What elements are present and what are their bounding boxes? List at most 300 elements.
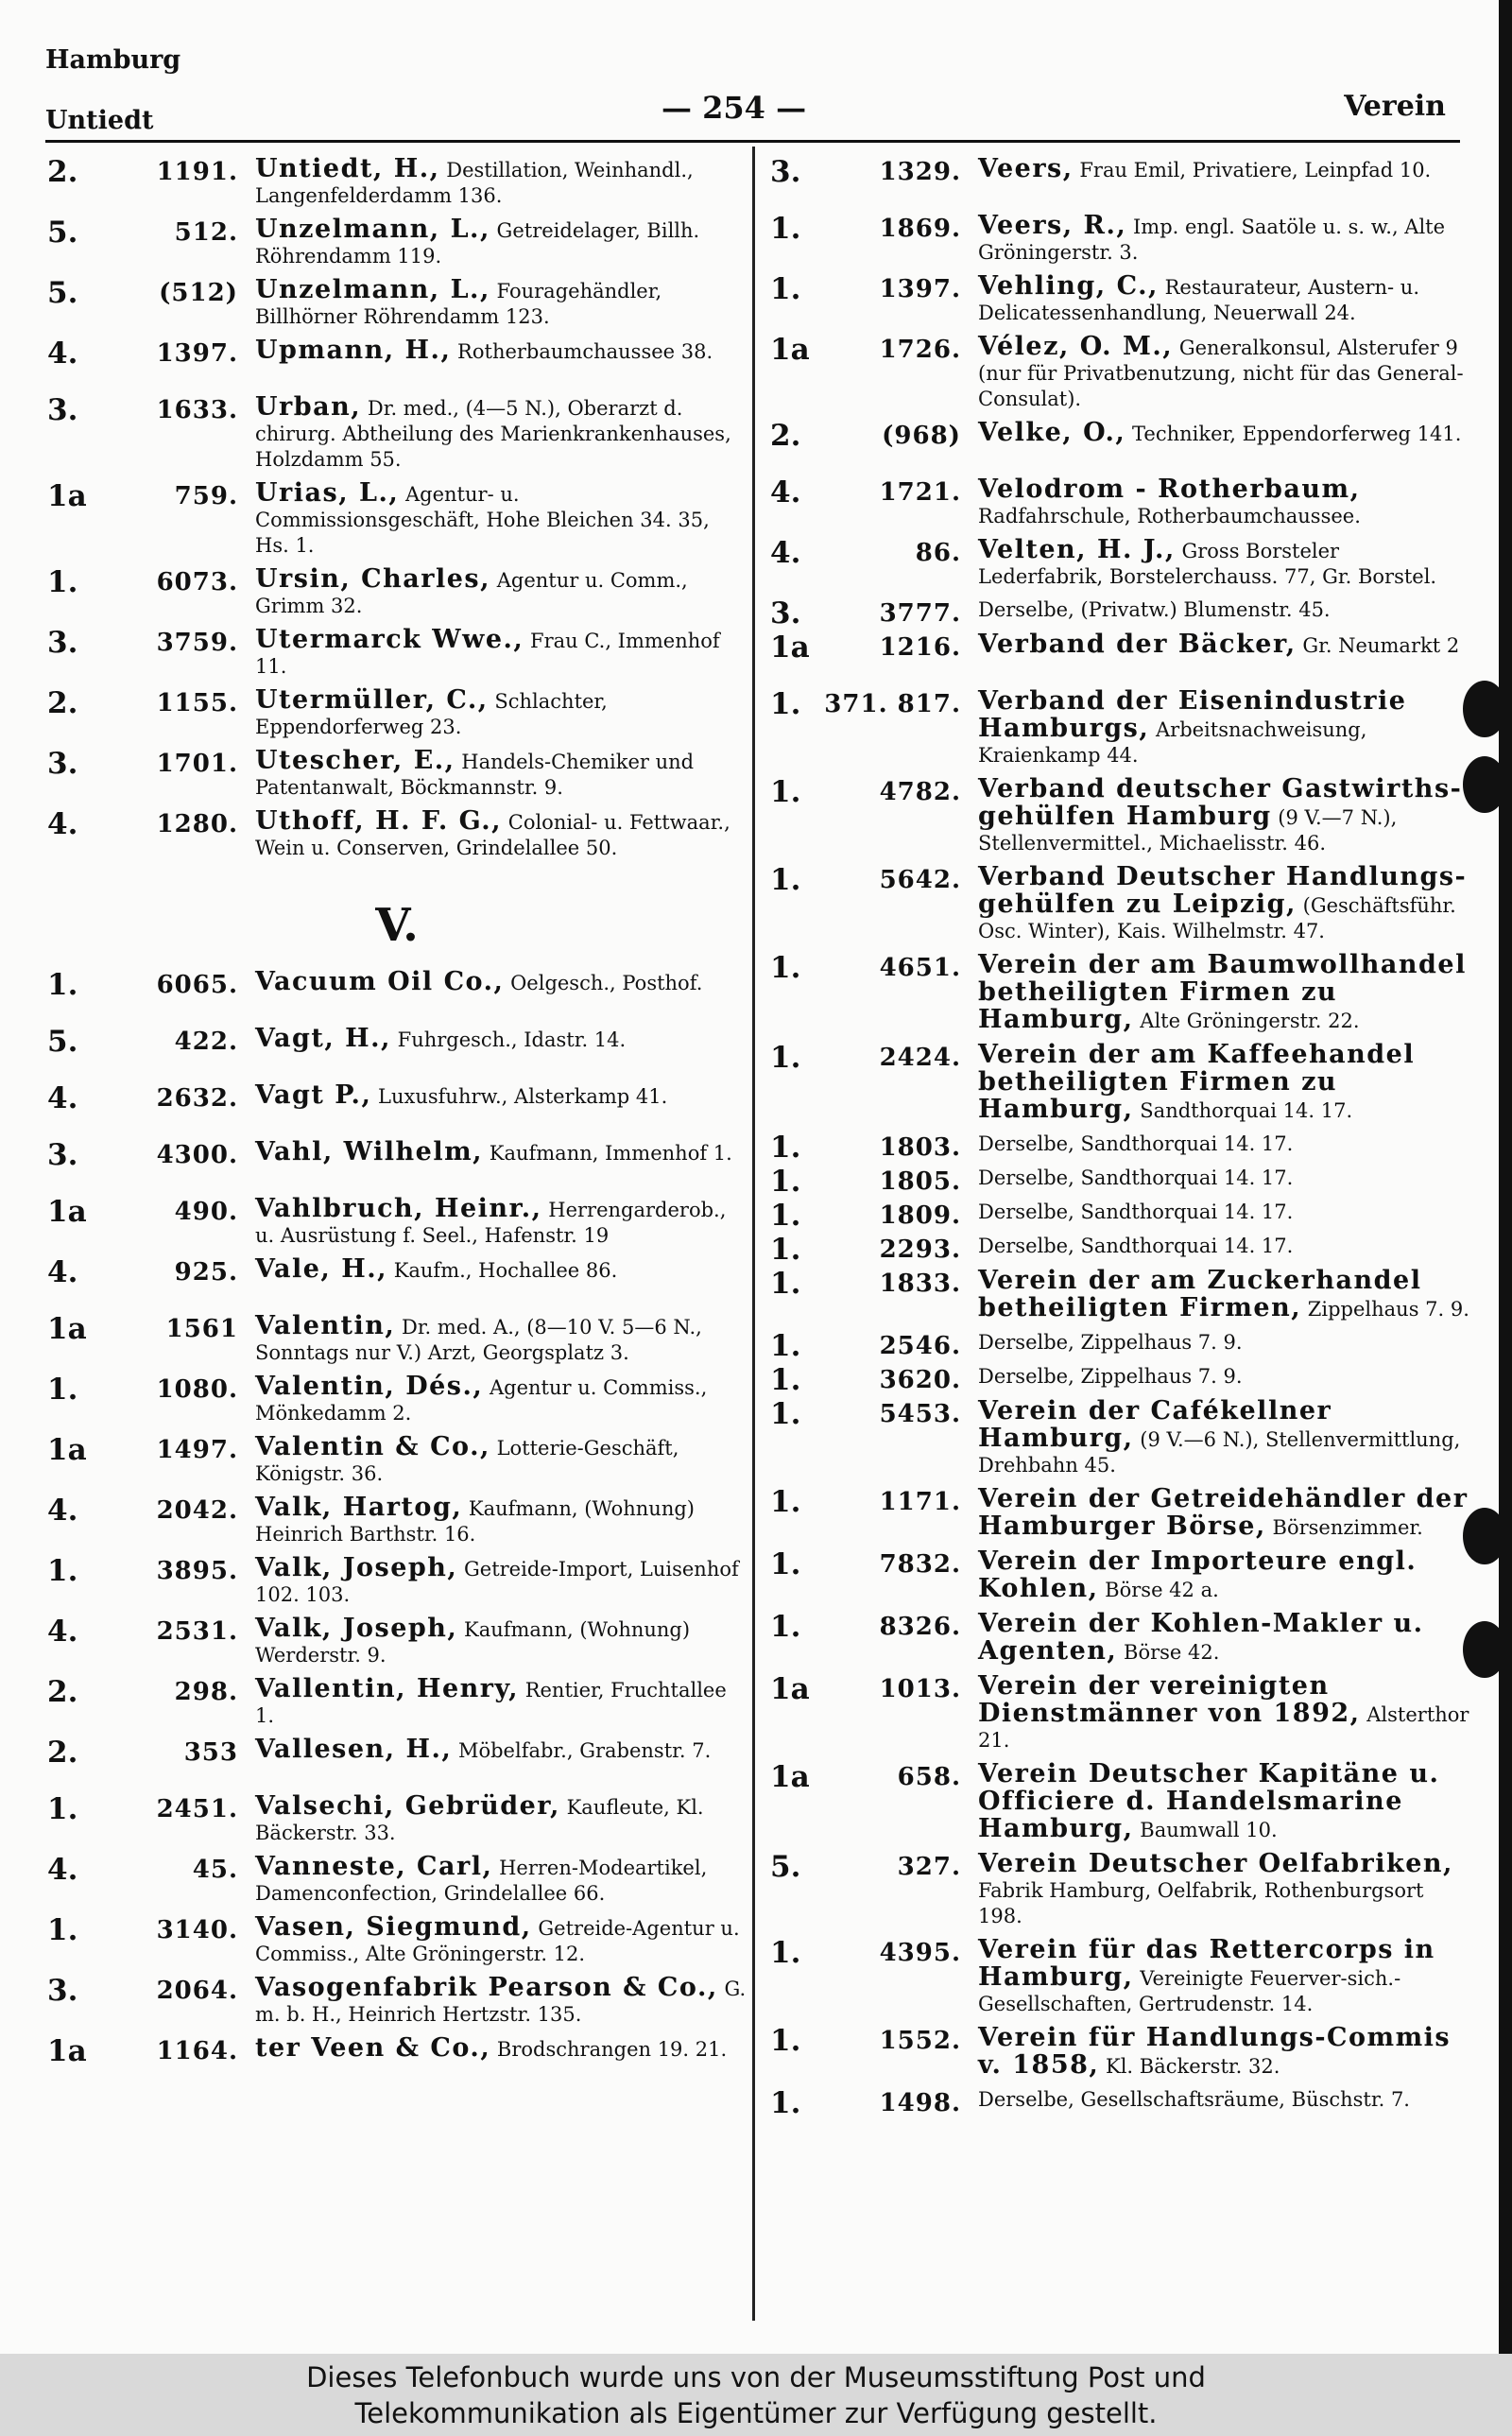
entry-phone-number: 2042. [156, 1496, 238, 1525]
entry-tier: 2. [770, 419, 801, 453]
entry-phone-number: 1701. [156, 750, 238, 778]
entry-details: Dr. med. A., (8—10 V. 5—6 N., Sonntags nur V.) Arzt, Georgsplatz 3. [255, 1316, 702, 1364]
entry-tier: 2. [47, 155, 78, 189]
directory-entry [47, 1555, 747, 1608]
entry-name: Velke, O., [978, 418, 1126, 447]
entry-name: Velodrom - Rotherbaum, [978, 475, 1361, 504]
entry-details: Alsterthor 21. [978, 1703, 1469, 1752]
entry-phone-number: 86. [915, 539, 961, 567]
directory-entry [47, 627, 747, 680]
directory-entry [770, 2025, 1469, 2080]
entry-name: Verein der Getreidehändler der Hamburger Börse, [978, 1484, 1469, 1541]
entry-tier: 5. [770, 1850, 801, 1884]
entry-tier: 3. [770, 155, 801, 189]
entry-name: Untiedt, H., [255, 154, 440, 183]
entry-name: Vallentin, Henry, [255, 1674, 519, 1703]
entry-details: Handels-Chemiker und Patentanwalt, Böckmannstr. 9. [255, 751, 695, 799]
entry-details: Kaufmann, Immenhof 1. [489, 1142, 732, 1165]
entry-tier: 1. [770, 212, 801, 246]
entry-phone-number: 2546. [879, 1332, 961, 1360]
entry-name: Utermarck Wwe., [255, 625, 524, 654]
footer-line-2: Telekommunikation als Eigentümer zur Verfügung gestellt. [354, 2397, 1158, 2429]
entry-phone-number: (968) [882, 422, 961, 450]
entry-tier: 1. [47, 1373, 78, 1407]
entry-phone-number: 2531. [156, 1617, 238, 1646]
directory-entry [770, 1268, 1469, 1322]
entry-name: ter Veen & Co., [255, 2033, 491, 2063]
entry-tier: 1. [770, 1485, 801, 1519]
entry-name: Verein der Importeure engl. Kohlen, [978, 1546, 1418, 1603]
entry-tier: 1. [47, 1913, 78, 1947]
directory-entry [770, 213, 1469, 266]
directory-entry [770, 597, 1469, 630]
entry-phone-number: 1833. [879, 1270, 961, 1298]
entry-details: Fouragehändler, Billhörner Röhrendamm 123. [255, 280, 662, 328]
directory-entry [770, 1234, 1469, 1266]
entry-phone-number: 1397. [156, 339, 238, 368]
entry-details: Destillation, Weinhandl., Langenfelderdamm 136. [255, 159, 694, 207]
directory-entry [47, 1196, 747, 1249]
directory-entry [770, 1851, 1469, 1929]
directory-entry [770, 420, 1469, 469]
entry-phone-number: 1329. [879, 158, 961, 186]
entry-details: Fuhrgesch., Idastr. 14. [397, 1028, 627, 1051]
entry-phone-number: 5642. [879, 866, 961, 894]
running-head-first-entry: Untiedt [45, 106, 154, 135]
entry-tier: 1a [770, 333, 810, 367]
entry-details: Radfahrschule, Rotherbaumchaussee. [978, 505, 1361, 527]
entry-details: Colonial- u. Fettwaar., Wein u. Conserven, Grindelallee 50. [255, 811, 730, 859]
entry-tier: 1a [47, 1195, 87, 1229]
entry-name: Utermüller, C., [255, 685, 489, 715]
entry-tier: 1a [47, 479, 87, 513]
entry-phone-number: 4395. [879, 1939, 961, 1967]
page-edge-shadow [1499, 0, 1512, 2354]
directory-entry [770, 1611, 1469, 1666]
entry-tier: 1. [770, 1041, 801, 1075]
entry-phone-number: 8326. [879, 1613, 961, 1641]
directory-entry [770, 1166, 1469, 1198]
entry-details: Börsenzimmer. [1272, 1516, 1423, 1539]
entry-name: Verein für das Rettercorps in Hamburg, [978, 1935, 1435, 1992]
entry-tier: 4. [47, 337, 78, 371]
entry-details: Imp. engl. Saatöle u. s. w., Alte Gröningerstr. 3. [978, 216, 1446, 264]
entry-tier: 1. [47, 968, 78, 1002]
directory-entry [47, 808, 747, 861]
directory-entry [770, 334, 1469, 412]
entry-tier: 5. [47, 276, 78, 310]
entry-name: Verein für Handlungs-Commis v. 1858, [978, 2023, 1452, 2080]
entry-details: Börse 42 a. [1105, 1579, 1219, 1601]
directory-entry [770, 2087, 1469, 2119]
entry-phone-number: 1171. [879, 1488, 961, 1516]
entry-tier: 1. [770, 1233, 801, 1267]
entry-tier: 1. [770, 2086, 801, 2120]
entry-tier: 3. [47, 626, 78, 660]
entry-phone-number: 6073. [156, 568, 238, 596]
running-head-city: Hamburg [45, 45, 181, 75]
entry-phone-number: 1080. [156, 1375, 238, 1404]
entry-details: (9 V.—7 N.), Stellenvermittel., Michaelisstr. 46. [978, 806, 1398, 855]
entry-details: Rotherbaumchaussee 38. [457, 340, 713, 363]
entry-phone-number: 422. [174, 1028, 238, 1056]
entry-phone-number: 3895. [156, 1557, 238, 1585]
entry-details: Lotterie-Geschäft, Königstr. 36. [255, 1437, 679, 1485]
directory-entry [47, 216, 747, 269]
entry-details: Techniker, Eppendorferweg 141. [1132, 423, 1462, 445]
directory-entry [770, 1673, 1469, 1754]
directory-entry [47, 1975, 747, 2028]
entry-tier: 1. [770, 951, 801, 985]
entry-name: Vehling, C., [978, 271, 1159, 301]
entry-tier: 1. [770, 863, 801, 897]
entry-details: Kaufmann, (Wohnung) Heinrich Barthstr. 16. [255, 1497, 695, 1546]
entry-name: Verband deutscher Gastwirths-gehülfen Hamburg [978, 774, 1463, 831]
entry-name: Ursin, Charles, [255, 564, 491, 594]
entry-tier: 1. [47, 565, 78, 599]
entry-name: Velten, H. J., [978, 535, 1176, 564]
archive-footer [0, 2354, 1512, 2436]
entry-tier: 1a [770, 1760, 810, 1794]
entry-details: Rentier, Fruchtallee 1. [255, 1679, 727, 1727]
entry-name: Vagt, H., [255, 1024, 391, 1053]
column-divider [752, 147, 755, 2321]
entry-tier: 1a [47, 1312, 87, 1346]
entry-phone-number: 2632. [156, 1084, 238, 1113]
entry-tier: 2. [47, 1675, 78, 1709]
entry-name: Urban, [255, 392, 362, 422]
entry-name: Veers, [978, 154, 1074, 183]
directory-entry [770, 864, 1469, 944]
entry-details: Derselbe, Sandthorquai 14. 17. [978, 1166, 1294, 1189]
entry-phone-number: 2451. [156, 1795, 238, 1823]
entry-phone-number: 512. [174, 218, 238, 247]
entry-name: Vahl, Wilhelm, [255, 1137, 484, 1166]
entry-phone-number: 327. [897, 1853, 961, 1881]
entry-details: Getreide-Agentur u. Commiss., Alte Gröningerstr. 12. [255, 1917, 740, 1965]
entry-phone-number: 658. [897, 1763, 961, 1791]
directory-entry [770, 631, 1469, 681]
entry-details: Getreidelager, Billh. Röhrendamm 119. [255, 219, 700, 268]
entry-tier: 1. [770, 1610, 801, 1644]
entry-phone-number: 2293. [879, 1235, 961, 1264]
entry-tier: 1. [770, 272, 801, 306]
entry-phone-number: 4651. [879, 954, 961, 982]
entry-phone-number: 1013. [879, 1675, 961, 1703]
entry-tier: 4. [770, 475, 801, 510]
entry-phone-number: 353 [183, 1738, 238, 1767]
directory-entry [770, 537, 1469, 590]
entry-phone-number: 1498. [879, 2089, 961, 2117]
entry-name: Vagt P., [255, 1080, 372, 1110]
entry-details: (Geschäftsführ. Osc. Winter), Kais. Wilhelmstr. 47. [978, 894, 1456, 942]
entry-details: Getreide-Import, Luisenhof 102. 103. [255, 1558, 739, 1606]
entry-details: Frau Emil, Privatiere, Leinpfad 10. [1079, 159, 1432, 181]
entry-details: Kaufmann, (Wohnung) Werderstr. 9. [255, 1618, 691, 1667]
entry-name: Verein der am Baumwollhandel betheiligten Firmen zu Hamburg, [978, 950, 1467, 1034]
entry-name: Valentin, [255, 1311, 396, 1340]
entry-phone-number: 6065. [156, 971, 238, 999]
entry-phone-number: 925. [174, 1258, 238, 1287]
directory-entry [47, 748, 747, 801]
directory-entry [47, 1434, 747, 1487]
directory-entry [47, 1256, 747, 1305]
entry-name: Valsechi, Gebrüder, [255, 1791, 560, 1821]
entry-name: Vanneste, Carl, [255, 1852, 493, 1881]
entry-phone-number: 4782. [879, 778, 961, 806]
entry-name: Verband der Eisenindustrie Hamburgs, [978, 686, 1407, 743]
entry-phone-number: 1216. [879, 633, 961, 662]
entry-details: Agentur u. Commiss., Mönkedamm 2. [255, 1376, 708, 1425]
entry-phone-number: 1552. [879, 2027, 961, 2055]
entry-phone-number: 1633. [156, 396, 238, 424]
entry-details: Agentur u. Comm., Grimm 32. [255, 569, 688, 617]
entry-details: Herrengarderob., u. Ausrüstung f. Seel., Hafenstr. 19 [255, 1199, 727, 1247]
entry-tier: 1. [770, 1363, 801, 1397]
entry-details: Frau C., Immenhof 11. [255, 630, 720, 678]
entry-details: Restaurateur, Austern- u. Delicatessenhandlung, Neuerwall 24. [978, 276, 1420, 324]
entry-tier: 4. [47, 1081, 78, 1115]
entry-tier: 1. [770, 1267, 801, 1301]
entry-details: Oelgesch., Posthof. [510, 972, 703, 994]
entry-details: Alte Gröningerstr. 22. [1140, 1010, 1360, 1032]
entry-details: Derselbe, Gesellschaftsräume, Büschstr. 7. [978, 2088, 1410, 2111]
entry-phone-number: 3777. [879, 599, 961, 628]
directory-entry [47, 1676, 747, 1729]
entry-details: Derselbe, (Privatw.) Blumenstr. 45. [978, 598, 1331, 621]
directory-entry [47, 566, 747, 619]
entry-tier: 1. [770, 1329, 801, 1363]
entry-tier: 1. [770, 1547, 801, 1581]
entry-name: Verband der Bäcker, [978, 630, 1297, 659]
entry-details: Generalkonsul, Alsterufer 9 (nur für Privatbenutzung, nicht für das General-Consulat). [978, 337, 1464, 410]
entry-phone-number: 4300. [156, 1141, 238, 1169]
entry-details: Gr. Neumarkt 2 [1302, 634, 1460, 657]
directory-entry [47, 1139, 747, 1188]
directory-entry [770, 1132, 1469, 1164]
entry-tier: 3. [47, 747, 78, 781]
entry-tier: 4. [47, 1615, 78, 1649]
entry-phone-number: 1726. [879, 336, 961, 364]
entry-name: Verein der vereinigten Dienstmänner von 1892, [978, 1671, 1361, 1728]
entry-details: Zippelhaus 7. 9. [1307, 1298, 1469, 1321]
entry-tier: 4. [47, 1255, 78, 1289]
directory-entry [770, 1364, 1469, 1396]
entry-details: Dr. med., (4—5 N.), Oberarzt d. chirurg. Abtheilung des Marienkrankenhauses, Holzdamm 55. [255, 397, 731, 471]
entry-details: Möbelfabr., Grabenstr. 7. [457, 1739, 712, 1762]
entry-tier: 1. [770, 1199, 801, 1233]
entry-details: Herren-Modeartikel, Damenconfection, Grindelallee 66. [255, 1857, 708, 1905]
entry-details: Baumwall 10. [1140, 1819, 1278, 1841]
directory-entry [47, 337, 747, 387]
directory-entry [47, 277, 747, 330]
entry-phone-number: 759. [174, 482, 238, 510]
entry-phone-number: 1280. [156, 810, 238, 838]
entry-name: Urias, L., [255, 478, 400, 508]
entry-tier: 1. [770, 1131, 801, 1165]
directory-entry [47, 1736, 747, 1786]
entry-phone-number: 1397. [879, 275, 961, 303]
entry-name: Verein der Cafékellner Hamburg, [978, 1396, 1332, 1453]
directory-entry [47, 969, 747, 1018]
entry-tier: 4. [770, 536, 801, 570]
entry-tier: 3. [47, 1138, 78, 1172]
entry-details: Brodschrangen 19. 21. [496, 2038, 728, 2061]
entry-details: Sandthorquai 14. 17. [1140, 1099, 1353, 1122]
entry-details: Kl. Bäckerstr. 32. [1106, 2055, 1280, 2078]
entry-name: Valentin, Dés., [255, 1372, 484, 1401]
entry-phone-number: 1155. [156, 689, 238, 717]
directory-entry [47, 1494, 747, 1547]
entry-tier: 2. [47, 1736, 78, 1770]
entry-details: Schlachter, Eppendorferweg 23. [255, 690, 608, 738]
directory-entry [770, 1937, 1469, 2017]
entry-phone-number: 298. [174, 1678, 238, 1706]
entry-name: Vélez, O. M., [978, 332, 1174, 361]
entry-name: Veers, R., [978, 211, 1127, 240]
directory-entry [47, 1026, 747, 1075]
entry-name: Utescher, E., [255, 746, 455, 775]
entry-phone-number: 1191. [156, 158, 238, 186]
footer-line-1: Dieses Telefonbuch wurde uns von der Museumsstiftung Post und [306, 2361, 1206, 2393]
entry-details: Luxusfuhrw., Alsterkamp 41. [378, 1085, 668, 1108]
directory-entry [770, 776, 1469, 856]
directory-entry [770, 476, 1469, 529]
directory-entry [770, 1761, 1469, 1843]
entry-name: Valentin & Co., [255, 1432, 490, 1461]
entry-name: Uthoff, H. F. G., [255, 806, 503, 836]
entry-phone-number: 5453. [879, 1400, 961, 1428]
entry-name: Verein der am Zuckerhandel betheiligten Firmen, [978, 1266, 1422, 1322]
entry-phone-number: 1164. [156, 2037, 238, 2065]
entry-phone-number: 1497. [156, 1436, 238, 1464]
directory-entry [770, 1330, 1469, 1362]
entry-tier: 1a [47, 1433, 87, 1467]
directory-entry [770, 688, 1469, 769]
header-rule [45, 140, 1460, 143]
entry-details: Derselbe, Sandthorquai 14. 17. [978, 1132, 1294, 1155]
entry-tier: 1. [47, 1792, 78, 1826]
directory-entry [770, 1042, 1469, 1124]
entry-name: Vale, H., [255, 1254, 388, 1284]
entry-tier: 4. [47, 1853, 78, 1887]
entry-phone-number: 2064. [156, 1977, 238, 2005]
entry-phone-number: 3620. [879, 1366, 961, 1394]
entry-details: Arbeitsnachweisung, Kraienkamp 44. [978, 718, 1367, 767]
entry-phone-number: 371. 817. [824, 690, 961, 718]
entry-tier: 4. [47, 807, 78, 841]
entry-phone-number: (512) [159, 279, 238, 307]
directory-entry [47, 480, 747, 559]
entry-tier: 2. [47, 686, 78, 720]
directory-entry [770, 1200, 1469, 1232]
entry-details: Vereinigte Feuerver-sich.-Gesellschaften, Gertrudenstr. 14. [978, 1967, 1401, 2015]
entry-tier: 1a [770, 631, 810, 665]
entry-name: Unzelmann, L., [255, 275, 490, 304]
directory-entry [47, 1793, 747, 1846]
left-column [47, 156, 747, 2092]
entry-phone-number: 2424. [879, 1044, 961, 1072]
directory-entry [47, 1854, 747, 1907]
entry-phone-number: 1869. [879, 215, 961, 243]
entry-tier: 5. [47, 216, 78, 250]
entry-name: Vallesen, H., [255, 1735, 453, 1764]
entry-tier: 1. [47, 1554, 78, 1588]
entry-tier: 1. [770, 1936, 801, 1970]
entry-details: Kaufm., Hochallee 86. [393, 1259, 618, 1282]
directory-entry [770, 1486, 1469, 1541]
entry-details: Derselbe, Zippelhaus 7. 9. [978, 1331, 1243, 1354]
entry-tier: 5. [47, 1025, 78, 1059]
entry-phone-number: 1803. [879, 1133, 961, 1162]
entry-tier: 1a [47, 2034, 87, 2068]
directory-entry [770, 156, 1469, 205]
entry-tier: 3. [47, 393, 78, 427]
entry-details: Fabrik Hamburg, Oelfabrik, Rothenburgsort 198. [978, 1879, 1424, 1927]
directory-entry [770, 952, 1469, 1034]
entry-tier: 1. [770, 2024, 801, 2058]
entry-name: Vacuum Oil Co., [255, 967, 505, 996]
entry-details: Gross Borsteler Lederfabrik, Borstelerchauss. 77, Gr. Borstel. [978, 540, 1437, 588]
entry-tier: 3. [770, 596, 801, 631]
entry-name: Vasogenfabrik Pearson & Co., [255, 1973, 718, 2002]
entry-name: Verein der Kohlen-Makler u. Agenten, [978, 1609, 1424, 1666]
entry-phone-number: 490. [174, 1198, 238, 1226]
directory-entry [770, 1398, 1469, 1478]
directory-entry [47, 1373, 747, 1426]
entry-phone-number: 1561 [165, 1315, 238, 1343]
entry-details: Agentur- u. Commissionsgeschäft, Hohe Bleichen 34. 35, Hs. 1. [255, 483, 710, 557]
entry-tier: 3. [47, 1974, 78, 2008]
directory-entry [47, 1615, 747, 1668]
entry-details: G. m. b. H., Heinrich Hertzstr. 135. [255, 1978, 747, 2026]
entry-name: Valk, Joseph, [255, 1553, 458, 1582]
entry-tier: 1. [770, 775, 801, 809]
entry-name: Verein Deutscher Oelfabriken, [978, 1849, 1453, 1878]
entry-name: Verband Deutscher Handlungs-gehülfen zu Leipzig, [978, 862, 1468, 919]
entry-details: Börse 42. [1124, 1641, 1220, 1664]
entry-tier: 1. [770, 687, 801, 721]
entry-details: Derselbe, Sandthorquai 14. 17. [978, 1201, 1294, 1223]
directory-entry [770, 1548, 1469, 1603]
running-head-last-entry: Verein [1344, 90, 1446, 123]
entry-name: Vahlbruch, Heinr., [255, 1194, 542, 1223]
entry-phone-number: 45. [192, 1856, 238, 1884]
entry-name: Unzelmann, L., [255, 215, 490, 244]
entry-phone-number: 3140. [156, 1916, 238, 1944]
entry-name: Vasen, Siegmund, [255, 1912, 532, 1942]
directory-entry [47, 1082, 747, 1132]
left-v-entry-list [47, 969, 747, 2084]
entry-details: Derselbe, Zippelhaus 7. 9. [978, 1365, 1243, 1388]
entry-details: (9 V.—6 N.), Stellenvermittlung, Drehbahn 45. [978, 1428, 1461, 1477]
directory-entry [47, 2035, 747, 2084]
directory-entry [770, 273, 1469, 326]
entry-phone-number: 1721. [879, 478, 961, 507]
directory-entry [47, 687, 747, 740]
entry-phone-number: 1805. [879, 1167, 961, 1196]
entry-name: Upmann, H., [255, 336, 452, 365]
directory-entry [47, 1914, 747, 1967]
page-number: — 254 — [662, 90, 807, 126]
entry-tier: 1. [770, 1165, 801, 1199]
section-heading-v: V. [375, 899, 419, 952]
right-entry-list [770, 156, 1469, 2119]
entry-phone-number: 3759. [156, 629, 238, 657]
right-column [770, 156, 1469, 2121]
entry-tier: 1. [770, 1397, 801, 1431]
directory-entry [47, 1313, 747, 1366]
